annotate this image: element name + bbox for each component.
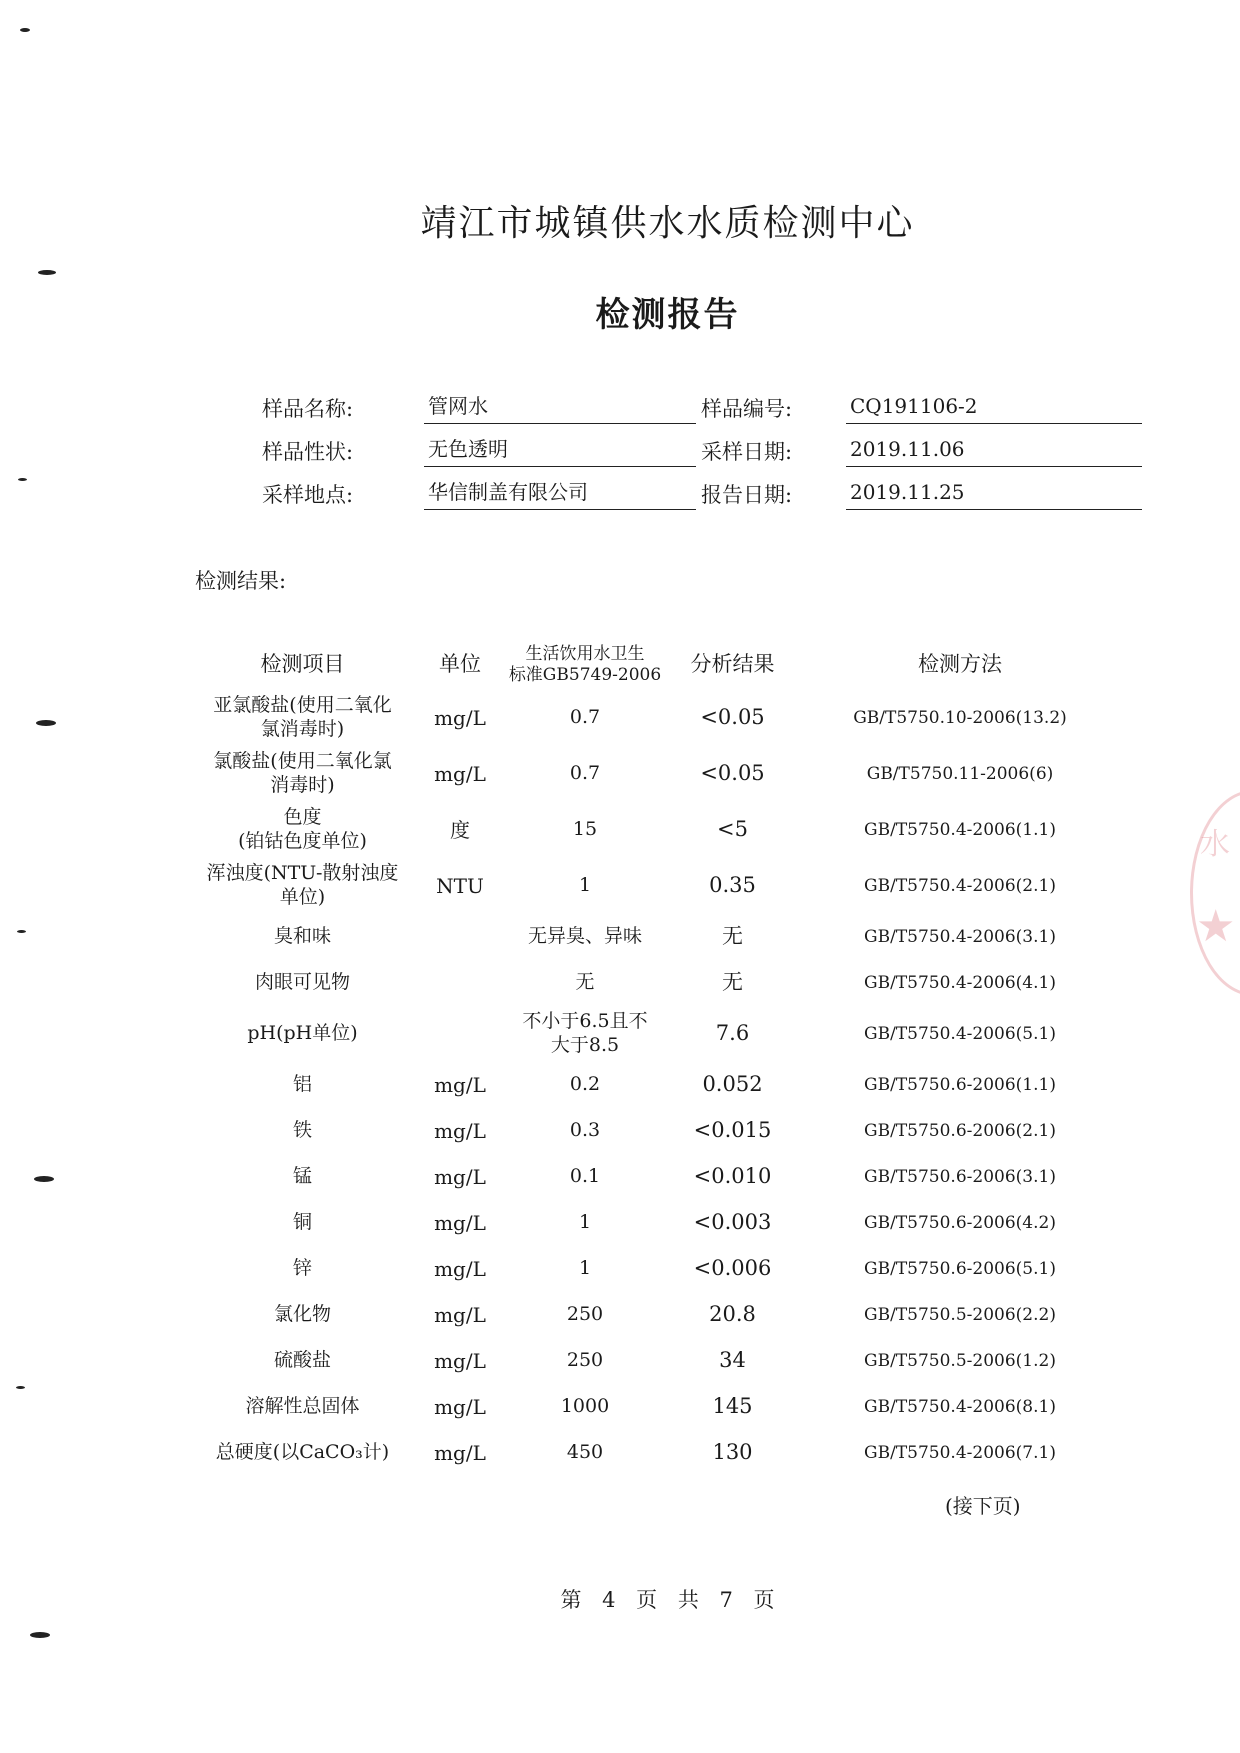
cell-item bbox=[190, 914, 415, 960]
header-result: 分析结果 bbox=[690, 652, 775, 677]
cell-item-line1: 锰 bbox=[292, 1165, 312, 1188]
header-item: 检测项目 bbox=[260, 652, 345, 677]
sampling-date-label: 采样日期: bbox=[701, 440, 793, 464]
sampling-date-value: 2019.11.06 bbox=[846, 439, 1142, 467]
cell-unit: mg/L bbox=[434, 1073, 486, 1097]
stamp-star-icon: ★ bbox=[1196, 901, 1236, 952]
cell-item bbox=[190, 1200, 415, 1246]
sample-number-label: 样品编号: bbox=[701, 397, 793, 421]
cell-unit bbox=[415, 914, 505, 960]
table-row bbox=[190, 914, 1120, 960]
cell-item bbox=[190, 1246, 415, 1292]
table-row bbox=[190, 1062, 1120, 1108]
scan-mark bbox=[16, 1386, 25, 1389]
scan-mark bbox=[30, 1632, 50, 1638]
table-row bbox=[190, 746, 1120, 802]
table-header-row bbox=[190, 640, 1120, 690]
cell-item-line1: 氯化物 bbox=[273, 1303, 331, 1326]
sample-state-label: 样品性状: bbox=[262, 440, 354, 464]
cell-item-line1: 臭和味 bbox=[273, 925, 331, 948]
cell-item bbox=[190, 960, 415, 1006]
table-row bbox=[190, 690, 1120, 746]
cell-unit: mg/L bbox=[434, 1349, 486, 1373]
cell-standard: 不小于6.5且不 大于8.5 bbox=[522, 1010, 648, 1056]
table-row bbox=[190, 858, 1120, 914]
cell-result: <0.006 bbox=[693, 1256, 772, 1281]
cell-item-line1: 硫酸盐 bbox=[273, 1349, 331, 1372]
cell-item bbox=[190, 1006, 415, 1062]
cell-standard: 250 bbox=[566, 1303, 604, 1326]
cell-result: <0.015 bbox=[693, 1118, 772, 1143]
table-row bbox=[190, 1200, 1120, 1246]
cell-item bbox=[190, 1154, 415, 1200]
results-table bbox=[190, 640, 1120, 1476]
cell-unit: mg/L bbox=[434, 1211, 486, 1235]
table-row bbox=[190, 802, 1120, 858]
stamp-text: 水 bbox=[1200, 827, 1230, 862]
cell-result: <0.05 bbox=[700, 705, 765, 730]
scan-mark bbox=[18, 478, 27, 481]
cell-standard: 无异臭、异味 bbox=[527, 925, 642, 948]
cell-result: <0.003 bbox=[693, 1210, 772, 1235]
cell-item bbox=[190, 1292, 415, 1338]
cell-standard: 0.7 bbox=[569, 706, 601, 729]
cell-result: 0.35 bbox=[709, 873, 756, 898]
cell-unit: mg/L bbox=[434, 1303, 486, 1327]
cell-method: GB/T5750.6-2006(5.1) bbox=[864, 1258, 1056, 1279]
cell-result: 0.052 bbox=[702, 1072, 763, 1097]
cell-item bbox=[190, 858, 415, 914]
cell-method: GB/T5750.4-2006(1.1) bbox=[864, 819, 1056, 840]
cell-item bbox=[190, 1062, 415, 1108]
cell-method: GB/T5750.6-2006(4.2) bbox=[864, 1212, 1056, 1233]
cell-standard: 1000 bbox=[560, 1395, 610, 1418]
cell-unit: mg/L bbox=[434, 1395, 486, 1419]
cell-item bbox=[190, 1338, 415, 1384]
cell-result: 145 bbox=[712, 1394, 753, 1419]
table-row bbox=[190, 1384, 1120, 1430]
cell-standard: 250 bbox=[566, 1349, 604, 1372]
cell-item-line1: 锌 bbox=[292, 1257, 312, 1280]
cell-result: 20.8 bbox=[709, 1302, 756, 1327]
table-row bbox=[190, 1108, 1120, 1154]
cell-unit: mg/L bbox=[434, 706, 486, 730]
cell-item-line1: 氯酸盐(使用二氧化氯 bbox=[213, 750, 392, 773]
table-row bbox=[190, 1006, 1120, 1062]
table-row bbox=[190, 1292, 1120, 1338]
cell-result: 130 bbox=[712, 1440, 753, 1465]
cell-unit: NTU bbox=[436, 874, 484, 898]
header-unit: 单位 bbox=[439, 652, 481, 677]
scan-mark bbox=[34, 1176, 54, 1182]
cell-standard: 1 bbox=[578, 1257, 592, 1280]
page-number: 第 4 页 共 7 页 bbox=[560, 1588, 775, 1612]
sampling-location-label: 采样地点: bbox=[262, 483, 354, 507]
cell-item bbox=[190, 1384, 415, 1430]
header-method: 检测方法 bbox=[918, 652, 1002, 677]
cell-method: GB/T5750.6-2006(2.1) bbox=[864, 1120, 1056, 1141]
table-row bbox=[190, 960, 1120, 1006]
report-date-label: 报告日期: bbox=[701, 483, 793, 507]
cell-item-line1: 色度 bbox=[283, 806, 322, 829]
cell-result: 无 bbox=[722, 924, 743, 949]
cell-unit bbox=[415, 960, 505, 1006]
cell-standard: 0.2 bbox=[569, 1073, 601, 1096]
cell-item bbox=[190, 802, 415, 858]
cell-item-line1: 溶解性总固体 bbox=[245, 1395, 360, 1418]
table-row bbox=[190, 1430, 1120, 1476]
cell-method: GB/T5750.5-2006(2.2) bbox=[864, 1304, 1056, 1325]
cell-method: GB/T5750.11-2006(6) bbox=[866, 763, 1054, 784]
cell-method: GB/T5750.4-2006(8.1) bbox=[864, 1396, 1056, 1417]
cell-result: 无 bbox=[722, 970, 743, 995]
cell-method: GB/T5750.4-2006(3.1) bbox=[864, 926, 1056, 947]
cell-item-line1: 亚氯酸盐(使用二氧化 bbox=[213, 694, 392, 717]
cell-result: <5 bbox=[717, 817, 748, 842]
stamp-seal bbox=[1190, 790, 1240, 996]
cell-item-line2: 单位) bbox=[279, 886, 326, 908]
sampling-location-value: 华信制盖有限公司 bbox=[424, 482, 696, 510]
cell-item bbox=[190, 690, 415, 746]
results-label: 检测结果: bbox=[195, 569, 287, 593]
table-row bbox=[190, 1246, 1120, 1292]
cell-result: 7.6 bbox=[715, 1021, 750, 1046]
report-date-value: 2019.11.25 bbox=[846, 482, 1142, 510]
report-title: 检测报告 bbox=[595, 295, 740, 335]
scan-mark bbox=[17, 930, 26, 933]
scan-mark bbox=[38, 270, 56, 275]
table-row bbox=[190, 1338, 1120, 1384]
cell-item-line2: 氯消毒时) bbox=[260, 718, 345, 740]
cell-item bbox=[190, 1430, 415, 1476]
cell-item-line1: 铜 bbox=[292, 1211, 312, 1234]
cell-item-line2: 消毒时) bbox=[270, 774, 335, 796]
cell-method: GB/T5750.6-2006(1.1) bbox=[864, 1074, 1056, 1095]
cell-unit: mg/L bbox=[434, 1165, 486, 1189]
cell-method: GB/T5750.6-2006(3.1) bbox=[864, 1166, 1056, 1187]
cell-result: <0.05 bbox=[700, 761, 765, 786]
cell-item-line2: (铂钴色度单位) bbox=[238, 830, 367, 852]
cell-item bbox=[190, 1108, 415, 1154]
cell-unit: mg/L bbox=[434, 1119, 486, 1143]
cell-unit: mg/L bbox=[434, 762, 486, 786]
cell-item-line1: 肉眼可见物 bbox=[254, 971, 350, 994]
cell-unit: 度 bbox=[450, 818, 470, 842]
cell-result: <0.010 bbox=[693, 1164, 772, 1189]
cell-standard: 0.7 bbox=[569, 762, 601, 785]
cell-unit: mg/L bbox=[434, 1441, 486, 1465]
cell-unit bbox=[415, 1006, 505, 1062]
sample-name-value: 管网水 bbox=[424, 396, 696, 424]
cell-standard: 450 bbox=[566, 1441, 604, 1464]
cell-item-line1: 铝 bbox=[292, 1073, 312, 1096]
cell-standard: 0.3 bbox=[569, 1119, 601, 1142]
cell-method: GB/T5750.10-2006(13.2) bbox=[853, 707, 1067, 728]
cell-standard: 无 bbox=[575, 971, 595, 994]
cell-standard: 1 bbox=[578, 874, 592, 897]
cell-standard: 1 bbox=[578, 1211, 592, 1234]
scan-mark bbox=[36, 720, 56, 726]
cell-unit: mg/L bbox=[434, 1257, 486, 1281]
organization-title: 靖江市城镇供水水质检测中心 bbox=[420, 203, 915, 244]
cell-item-line1: pH(pH单位) bbox=[247, 1022, 358, 1045]
header-standard-line2: 标准GB5749-2006 bbox=[508, 665, 662, 685]
cell-item-line1: 铁 bbox=[292, 1119, 312, 1142]
cell-item-line1: 浑浊度(NTU-散射浊度 bbox=[206, 862, 399, 885]
cell-method: GB/T5750.4-2006(2.1) bbox=[864, 875, 1056, 896]
cell-item bbox=[190, 746, 415, 802]
table-row bbox=[190, 1154, 1120, 1200]
cell-standard: 0.1 bbox=[569, 1165, 601, 1188]
cell-method: GB/T5750.4-2006(5.1) bbox=[864, 1023, 1056, 1044]
sample-number-value: CQ191106-2 bbox=[846, 396, 1142, 424]
continued-note: (接下页) bbox=[945, 1494, 1021, 1518]
cell-standard: 15 bbox=[572, 818, 598, 841]
cell-method: GB/T5750.4-2006(7.1) bbox=[864, 1442, 1056, 1463]
header-standard-line1: 生活饮用水卫生 bbox=[525, 643, 645, 664]
header-standard bbox=[505, 640, 665, 690]
sample-name-label: 样品名称: bbox=[262, 397, 354, 421]
cell-method: GB/T5750.5-2006(1.2) bbox=[864, 1350, 1056, 1371]
scan-mark bbox=[20, 28, 30, 32]
sample-state-value: 无色透明 bbox=[424, 439, 696, 467]
cell-result: 34 bbox=[719, 1348, 746, 1373]
cell-method: GB/T5750.4-2006(4.1) bbox=[864, 972, 1056, 993]
cell-item-line1: 总硬度(以CaCO₃计) bbox=[215, 1441, 390, 1464]
